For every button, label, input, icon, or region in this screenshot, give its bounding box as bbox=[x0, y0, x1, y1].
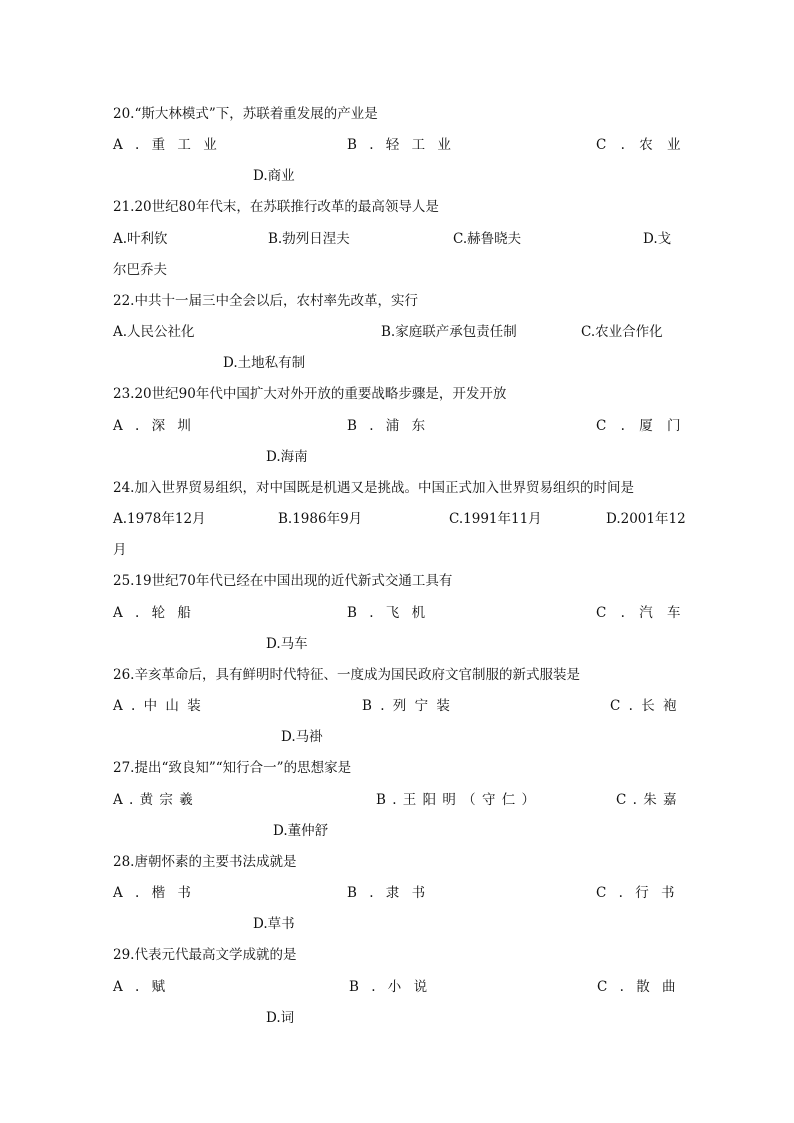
question-stem: 24.加入世界贸易组织，对中国既是机遇又是挑战。中国正式加入世界贸易组织的时间是 bbox=[113, 480, 634, 496]
option-a: A . 中 山 装 bbox=[113, 698, 201, 714]
option-b: B.家庭联产承包责任制 bbox=[381, 324, 517, 340]
option-b: B . 轻 工 业 bbox=[347, 137, 451, 153]
option-a: A . 黄 宗 羲 bbox=[113, 792, 193, 808]
option-a: A . 轮 船 bbox=[113, 605, 191, 621]
question-stem: 29.代表元代最高文学成就的是 bbox=[113, 947, 297, 963]
option-d-continued: 月 bbox=[113, 542, 127, 558]
option-d: D.戈 bbox=[643, 231, 672, 247]
option-d: D.商业 bbox=[253, 168, 295, 184]
option-d: D.董仲舒 bbox=[273, 823, 329, 839]
option-c: C.农业合作化 bbox=[581, 324, 663, 340]
option-c: C . 行 书 bbox=[596, 885, 675, 901]
option-a: A.叶利钦 bbox=[113, 231, 168, 247]
question-stem: 26.辛亥革命后，具有鲜明时代特征、一度成为国民政府文官制服的新式服装是 bbox=[113, 667, 580, 683]
option-a: A . 深 圳 bbox=[113, 418, 191, 434]
option-d: D.马褂 bbox=[281, 729, 323, 745]
option-c: C.赫鲁晓夫 bbox=[453, 231, 522, 247]
option-d: D.土地私有制 bbox=[223, 355, 306, 371]
option-b: B . 王 阳 明 （ 守 仁 ） bbox=[376, 792, 536, 808]
option-a: A . 重 工 业 bbox=[113, 137, 217, 153]
question-stem: 27.提出“致良知”“知行合一”的思想家是 bbox=[113, 760, 352, 776]
option-a: A.1978年12月 bbox=[113, 511, 206, 527]
option-c: C.1991年11月 bbox=[449, 511, 542, 527]
question-stem: 22.中共十一届三中全会以后，农村率先改革，实行 bbox=[113, 293, 418, 309]
question-stem: 21.20世纪80年代末，在苏联推行改革的最高领导人是 bbox=[113, 199, 439, 215]
question-stem: 28.唐朝怀素的主要书法成就是 bbox=[113, 854, 297, 870]
option-c: C . 汽 车 bbox=[596, 605, 681, 621]
option-c: C . 散 曲 bbox=[597, 979, 676, 995]
option-d: D.词 bbox=[266, 1010, 295, 1026]
option-b: B . 飞 机 bbox=[347, 605, 426, 621]
option-d: D.海南 bbox=[266, 449, 308, 465]
option-c: C . 厦 门 bbox=[596, 418, 681, 434]
option-b: B . 小 说 bbox=[349, 979, 428, 995]
option-a: A . 楷 书 bbox=[113, 885, 191, 901]
option-c: C . 农 业 bbox=[596, 137, 681, 153]
option-b: B.勃列日涅夫 bbox=[268, 231, 350, 247]
question-stem: 25.19世纪70年代已经在中国出现的近代新式交通工具有 bbox=[113, 573, 453, 589]
option-c: C . 朱 嘉 bbox=[616, 792, 677, 808]
option-b: B . 浦 东 bbox=[347, 418, 426, 434]
option-c: C . 长 袍 bbox=[610, 698, 677, 714]
question-stem: 23.20世纪90年代中国扩大对外开放的重要战略步骤是，开发开放 bbox=[113, 386, 507, 402]
option-b: B.1986年9月 bbox=[278, 511, 363, 527]
option-d-continued: 尔巴乔夫 bbox=[113, 262, 167, 278]
option-d: D.2001年12 bbox=[606, 511, 686, 527]
option-b: B . 列 宁 装 bbox=[362, 698, 450, 714]
option-a: A . 赋 bbox=[113, 979, 166, 995]
option-d: D.草书 bbox=[253, 916, 295, 932]
option-a: A.人民公社化 bbox=[113, 324, 195, 340]
question-stem: 20.“斯大林模式”下，苏联着重发展的产业是 bbox=[113, 106, 378, 122]
option-d: D.马车 bbox=[266, 636, 308, 652]
option-b: B . 隶 书 bbox=[347, 885, 426, 901]
